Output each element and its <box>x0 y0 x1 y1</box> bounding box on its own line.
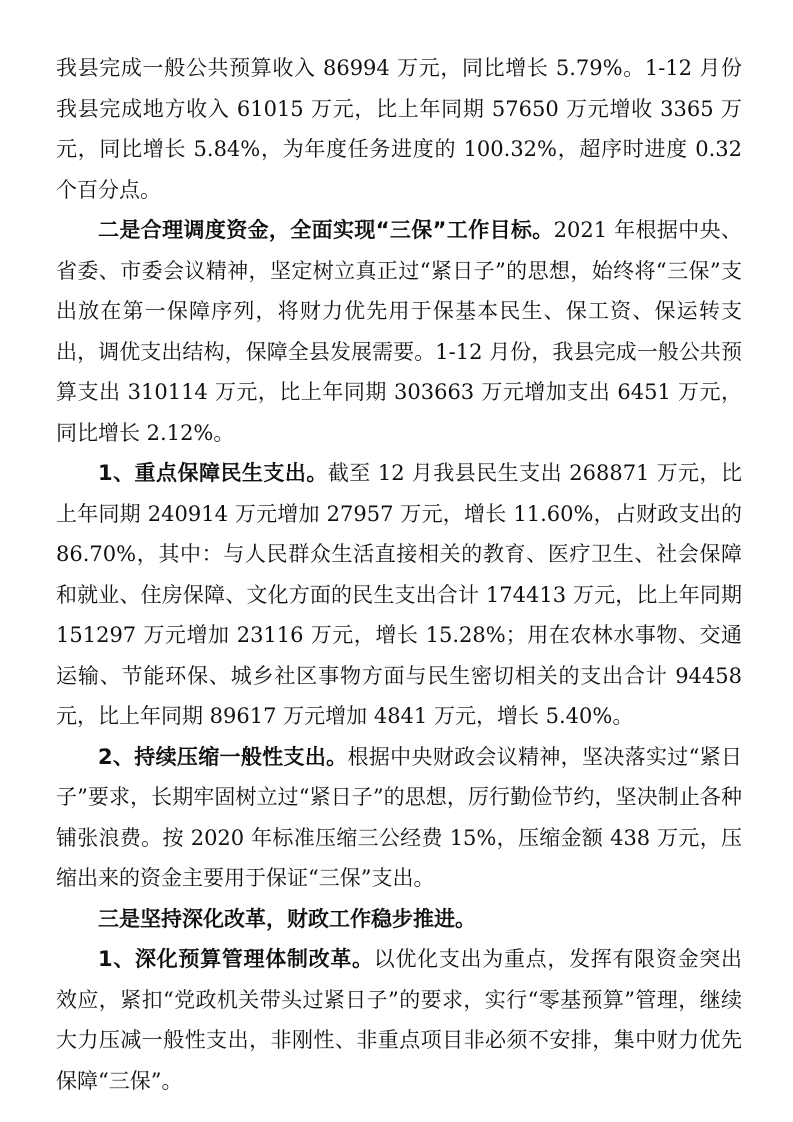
paragraph-text: 以优化支出为重点，发挥有限资金突出效应，紧扣“党政机关带头过紧日子”的要求，实行“零基预算”管理，继续大力压减一般性支出，非刚性、非重点项目非必须不安排，集中财力优先保障“三保”。 <box>56 947 742 1093</box>
paragraph-text: 根据中央财政会议精神，坚决落实过“紧日子”要求，长期牢固树立过“紧日子”的思想，厉行勤俭节约，坚决制止各种铺张浪费。按 2020 年标准压缩三公经费 15%，压缩金额 438 万元，压缩出来的资金主要用于保证“三保”支出。 <box>56 744 742 890</box>
paragraph-heading: 二是合理调度资金，全面实现“三保”工作目标。 <box>98 218 554 242</box>
paragraph-text: 我县完成一般公共预算收入 86994 万元，同比增长 5.79%。1-12 月份我县完成地方收入 61015 万元，比上年同期 57650 万元增收 3365 万元，同比增长 5.84%，为年度任务进度的 100.32%，超序时进度 0.32 个百分点。 <box>56 56 742 202</box>
paragraph-text: 2021 年根据中央、省委、市委会议精神，坚定树立真正过“紧日子”的思想，始终将“三保”支出放在第一保障序列，将财力优先用于保基本民生、保工资、保运转支出，调优支出结构，保障全县发展需要。1-12 月份，我县完成一般公共预算支出 310114 万元，比上年同期 303663 万元增加支出 6451 万元，同比增长 2.12%。 <box>56 218 742 445</box>
paragraph-heading: 1、重点保障民生支出。 <box>98 461 328 485</box>
paragraph-three-guarantees <box>56 210 742 453</box>
paragraph-heading: 1、深化预算管理体制改革。 <box>98 947 374 971</box>
paragraph-compress-spending <box>56 737 742 899</box>
paragraph-budget-reform <box>56 939 742 1101</box>
section-heading: 三是坚持深化改革，财政工作稳步推进。 <box>98 906 476 931</box>
paragraph-heading: 2、持续压缩一般性支出。 <box>98 744 348 769</box>
paragraph-revenue <box>56 48 742 210</box>
document-page <box>56 48 742 1101</box>
paragraph-deepen-reform <box>56 899 742 940</box>
paragraph-text: 截至 12 月我县民生支出 268871 万元，比上年同期 240914 万元增加 27957 万元，增长 11.60%，占财政支出的 86.70%，其中：与人民群众生活直接相关的教育、医疗卫生、社会保障和就业、住房保障、文化方面的民生支出合计 174413 万元，比上年同期 151297 万元增加 23116 万元，增长 15.28%；用在农林水事物、交通运输、节能环保、城乡社区事物方面与民生密切相关的支出合计 94458 元，比上年同期 89617 万元增加 4841 万元，增长 5.40%。 <box>56 461 742 728</box>
paragraph-livelihood-spending <box>56 453 742 737</box>
